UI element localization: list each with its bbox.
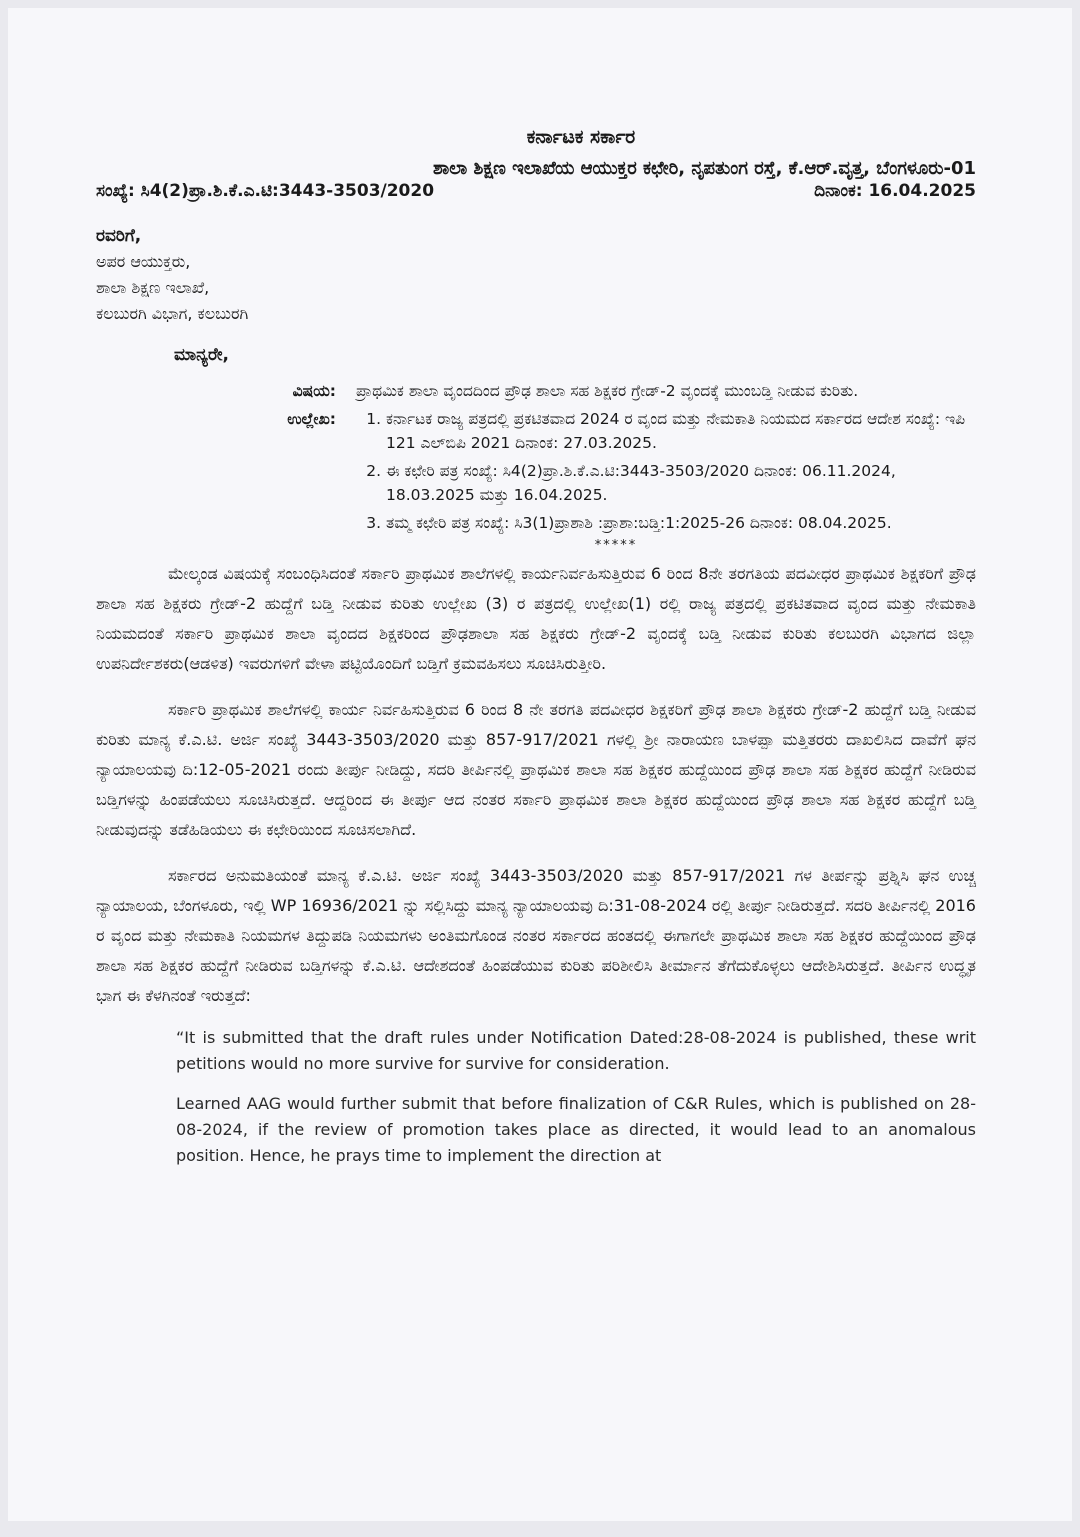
office-address: ಶಾಲಾ ಶಿಕ್ಷಣ ಇಲಾಖೆಯ ಆಯುಕ್ತರ ಕಛೇರಿ, ನೃಪತುಂಗ ರಸ್ತೆ, ಕೆ.ಆರ್.ವೃತ್ತ, ಬೆಂಗಳೂರು-01 [433, 158, 976, 179]
quoted-paragraph: Learned AAG would further submit that before finalization of C&R Rules, which is published on 28-08-2024, if the review of promotion takes place as directed, it would lead to an anomalous position. Hence, he prays time to implement the direction at [176, 1094, 976, 1165]
reference-item: 3. ತಮ್ಮ ಕಛೇರಿ ಪತ್ರ ಸಂಖ್ಯೆ: ಸಿ3(1)ಪ್ರಾಶಾಶಿ :ಪ್ರಾಶಾ:ಬಡ್ತಿ:1:2025-26 ದಿನಾಂಕ: 08.04.2025. [386, 511, 976, 535]
references-row [96, 407, 976, 539]
addressee-line: ಕಲಬುರಗಿ ವಿಭಾಗ, ಕಲಬುರಗಿ [96, 304, 249, 323]
addressee-line: ಶಾಲಾ ಶಿಕ್ಷಣ ಇಲಾಖೆ, [96, 278, 210, 297]
references-label: ಉಲ್ಲೇಖ: [287, 410, 336, 428]
body-paragraph: ಮೇಲ್ಕಂಡ ವಿಷಯಕ್ಕೆ ಸಂಬಂಧಿಸಿದಂತೆ ಸರ್ಕಾರಿ ಪ್ರಾಥಮಿಕ ಶಾಲೆಗಳಲ್ಲಿ ಕಾರ್ಯನಿರ್ವಹಿಸುತ್ತಿರುವ 6 ರಿಂದ 8ನೇ ತರಗತಿಯ ಪದವೀಧರ ಪ್ರಾಥಮಿಕ ಶಿಕ್ಷಕರಿಗೆ ಪ್ರೌಢ ಶಾಲಾ ಸಹ ಶಿಕ್ಷಕರು ಗ್ರೇಡ್-2 ಹುದ್ದೆಗೆ ಬಡ್ತಿ ನೀಡುವ ಕುರಿತು ಉಲ್ಲೇಖ (3) ರ ಪತ್ರದಲ್ಲಿ ಉಲ್ಲೇಖ(1) ರಲ್ಲಿ ರಾಜ್ಯ ಪತ್ರದಲ್ಲಿ ಪ್ರಕಟಿತವಾದ ವೃಂದ ಮತ್ತು ನೇಮಕಾತಿ ನಿಯಮದಂತೆ ಸರ್ಕಾರಿ ಪ್ರಾಥಮಿಕ ಶಾಲಾ ವೃಂದದ ಶಿಕ್ಷಕರಿಂದ ಪ್ರೌಢಶಾಲಾ ಸಹ ಶಿಕ್ಷಕರು ಗ್ರೇಡ್-2 ವೃಂದಕ್ಕೆ ಬಡ್ತಿ ನೀಡುವ ಕುರಿತು ಕಲಬುರಗಿ ವಿಭಾಗದ ಜಿಲ್ಲಾ ಉಪನಿರ್ದೇಶಕರು(ಆಡಳಿತ) ಇವರುಗಳಿಗೆ ವೇಳಾ ಪಟ್ಟಿಯೊಂದಿಗೆ ಬಡ್ತಿಗೆ ಕ್ರಮವಹಿಸಲು ಸೂಚಿಸಿರುತ್ತೀರಿ. [96, 564, 976, 673]
subject-row [96, 379, 976, 403]
reference-item: 2. ಈ ಕಛೇರಿ ಪತ್ರ ಸಂಖ್ಯೆ: ಸಿ4(2)ಪ್ರಾ.ಶಿ.ಕೆ.ಎ.ಟಿ:3443-3503/2020 ದಿನಾಂಕ: 06.11.2024, 18.03.2025 ಮತ್ತು 16.04.2025. [386, 459, 976, 507]
reference-item: 1. ಕರ್ನಾಟಕ ರಾಜ್ಯ ಪತ್ರದಲ್ಲಿ ಪ್ರಕಟಿತವಾದ 2024 ರ ವೃಂದ ಮತ್ತು ನೇಮಕಾತಿ ನಿಯಮದ ಸರ್ಕಾರದ ಆದೇಶ ಸಂಖ್ಯೆ: ಇಪಿ 121 ಎಲ್‌ಬಿಪಿ 2021 ದಿನಾಂಕ: 27.03.2025. [386, 407, 976, 455]
letter-date: ದಿನಾಂಕ: 16.04.2025 [814, 181, 976, 201]
body-paragraph: ಸರ್ಕಾರದ ಅನುಮತಿಯಂತೆ ಮಾನ್ಯ ಕೆ.ಎ.ಟಿ. ಅರ್ಜಿ ಸಂಖ್ಯೆ 3443-3503/2020 ಮತ್ತು 857-917/2021 ಗಳ ತೀರ್ಪನ್ನು ಪ್ರಶ್ನಿಸಿ ಘನ ಉಚ್ಚ ನ್ಯಾಯಾಲಯ, ಬೆಂಗಳೂರು, ಇಲ್ಲಿ WP 16936/2021 ನ್ನು ಸಲ್ಲಿಸಿದ್ದು ಮಾನ್ಯ ನ್ಯಾಯಾಲಯವು ದಿ:31-08-2024 ರಲ್ಲಿ ತೀರ್ಪು ನೀಡಿರುತ್ತದೆ. ಸದರಿ ತೀರ್ಪಿನಲ್ಲಿ 2016 ರ ವೃಂದ ಮತ್ತು ನೇಮಕಾತಿ ನಿಯಮಗಳ ತಿದ್ದುಪಡಿ ನಿಯಮಗಳು ಅಂತಿಮಗೊಂಡ ನಂತರ ಸರ್ಕಾರದ ಹಂತದಲ್ಲಿ ಈಗಾಗಲೇ ಪ್ರಾಥಮಿಕ ಶಾಲಾ ಸಹ ಶಿಕ್ಷಕರ ಹುದ್ದೆಯಿಂದ ಪ್ರೌಢ ಶಾಲಾ ಸಹ ಶಿಕ್ಷಕರ ಹುದ್ದೆಗೆ ನೀಡಿರುವ ಬಡ್ತಿಗಳನ್ನು ಕೆ.ಎ.ಟಿ. ಆದೇಶದಂತೆ ಹಿಂಪಡೆಯುವ ಕುರಿತು ಪರಿಶೀಲಿಸಿ ತೀರ್ಮಾನ ತೆಗೆದುಕೊಳ್ಳಲು ಆದೇಶಿಸಿರುತ್ತದೆ. ತೀರ್ಪಿನ ಉದ್ಧೃತ ಭಾಗ ಈ ಕೆಳಗಿನಂತೆ ಇರುತ್ತದೆ: [96, 866, 976, 1005]
quoted-paragraph: “It is submitted that the draft rules under Notification Dated:28-08-2024 is published, these writ petitions would no more survive for survive for consideration. [176, 1028, 976, 1073]
salutation: ಮಾನ್ಯರೇ, [174, 345, 229, 365]
body-paragraph: ಸರ್ಕಾರಿ ಪ್ರಾಥಮಿಕ ಶಾಲೆಗಳಲ್ಲಿ ಕಾರ್ಯ ನಿರ್ವಹಿಸುತ್ತಿರುವ 6 ರಿಂದ 8 ನೇ ತರಗತಿ ಪದವೀಧರ ಶಿಕ್ಷಕರಿಗೆ ಪ್ರೌಢ ಶಾಲಾ ಶಿಕ್ಷಕರು ಗ್ರೇಡ್-2 ಹುದ್ದೆಗೆ ಬಡ್ತಿ ನೀಡುವ ಕುರಿತು ಮಾನ್ಯ ಕೆ.ಎ.ಟಿ. ಅರ್ಜಿ ಸಂಖ್ಯೆ 3443-3503/2020 ಮತ್ತು 857-917/2021 ಗಳಲ್ಲಿ ಶ್ರೀ ನಾರಾಯಣ ಬಾಳಪ್ಪಾ ಮತ್ತಿತರರು ದಾಖಲಿಸಿದ ದಾವೆಗೆ ಘನ ನ್ಯಾಯಾಲಯವು ದಿ:12-05-2021 ರಂದು ತೀರ್ಪು ನೀಡಿದ್ದು, ಸದರಿ ತೀರ್ಪಿನಲ್ಲಿ ಪ್ರಾಥಮಿಕ ಶಾಲಾ ಸಹ ಶಿಕ್ಷಕರ ಹುದ್ದೆಯಿಂದ ಪ್ರೌಢ ಶಾಲಾ ಸಹ ಶಿಕ್ಷಕರ ಹುದ್ದೆಗೆ ನೀಡಿರುವ ಬಡ್ತಿಗಳನ್ನು ಹಿಂಪಡೆಯಲು ಸೂಚಿಸಿರುತ್ತದೆ. ಆದ್ದರಿಂದ ಈ ತೀರ್ಪು ಆದ ನಂತರ ಸರ್ಕಾರಿ ಪ್ರಾಥಮಿಕ ಶಾಲಾ ಶಿಕ್ಷಕರ ಹುದ್ದೆಯಿಂದ ಪ್ರೌಢ ಶಾಲಾ ಸಹ ಶಿಕ್ಷಕರ ಹುದ್ದೆಗೆ ಬಡ್ತಿ ನೀಡುವುದನ್ನು ತಡೆಹಿಡಿಯಲು ಈ ಕಛೇರಿಯಿಂದ ಸೂಚಿಸಲಾಗಿದೆ. [96, 700, 976, 839]
document-page [8, 8, 1072, 1521]
addressee-heading: ರವರಿಗೆ, [96, 226, 142, 246]
reference-number: ಸಂಖ್ಯೆ: ಸಿ4(2)ಪ್ರಾ.ಶಿ.ಕೆ.ಎ.ಟಿ:3443-3503/2020 [96, 181, 435, 201]
govt-title: ಕರ್ನಾಟಕ ಸರ್ಕಾರ [526, 126, 636, 148]
separator-stars: ***** [594, 538, 638, 553]
reference-row [96, 181, 976, 201]
references-list [356, 407, 976, 539]
addressee-line: ಅಪರ ಆಯುಕ್ತರು, [96, 252, 191, 271]
subject-label: ವಿಷಯ: [292, 382, 336, 400]
subject-text: ಪ್ರಾಥಮಿಕ ಶಾಲಾ ವೃಂದದಿಂದ ಪ್ರೌಢ ಶಾಲಾ ಸಹ ಶಿಕ್ಷಕರ ಗ್ರೇಡ್-2 ವೃಂದಕ್ಕೆ ಮುಂಬಡ್ತಿ ನೀಡುವ ಕುರಿತು. [356, 382, 859, 400]
addressee-block [96, 223, 976, 327]
